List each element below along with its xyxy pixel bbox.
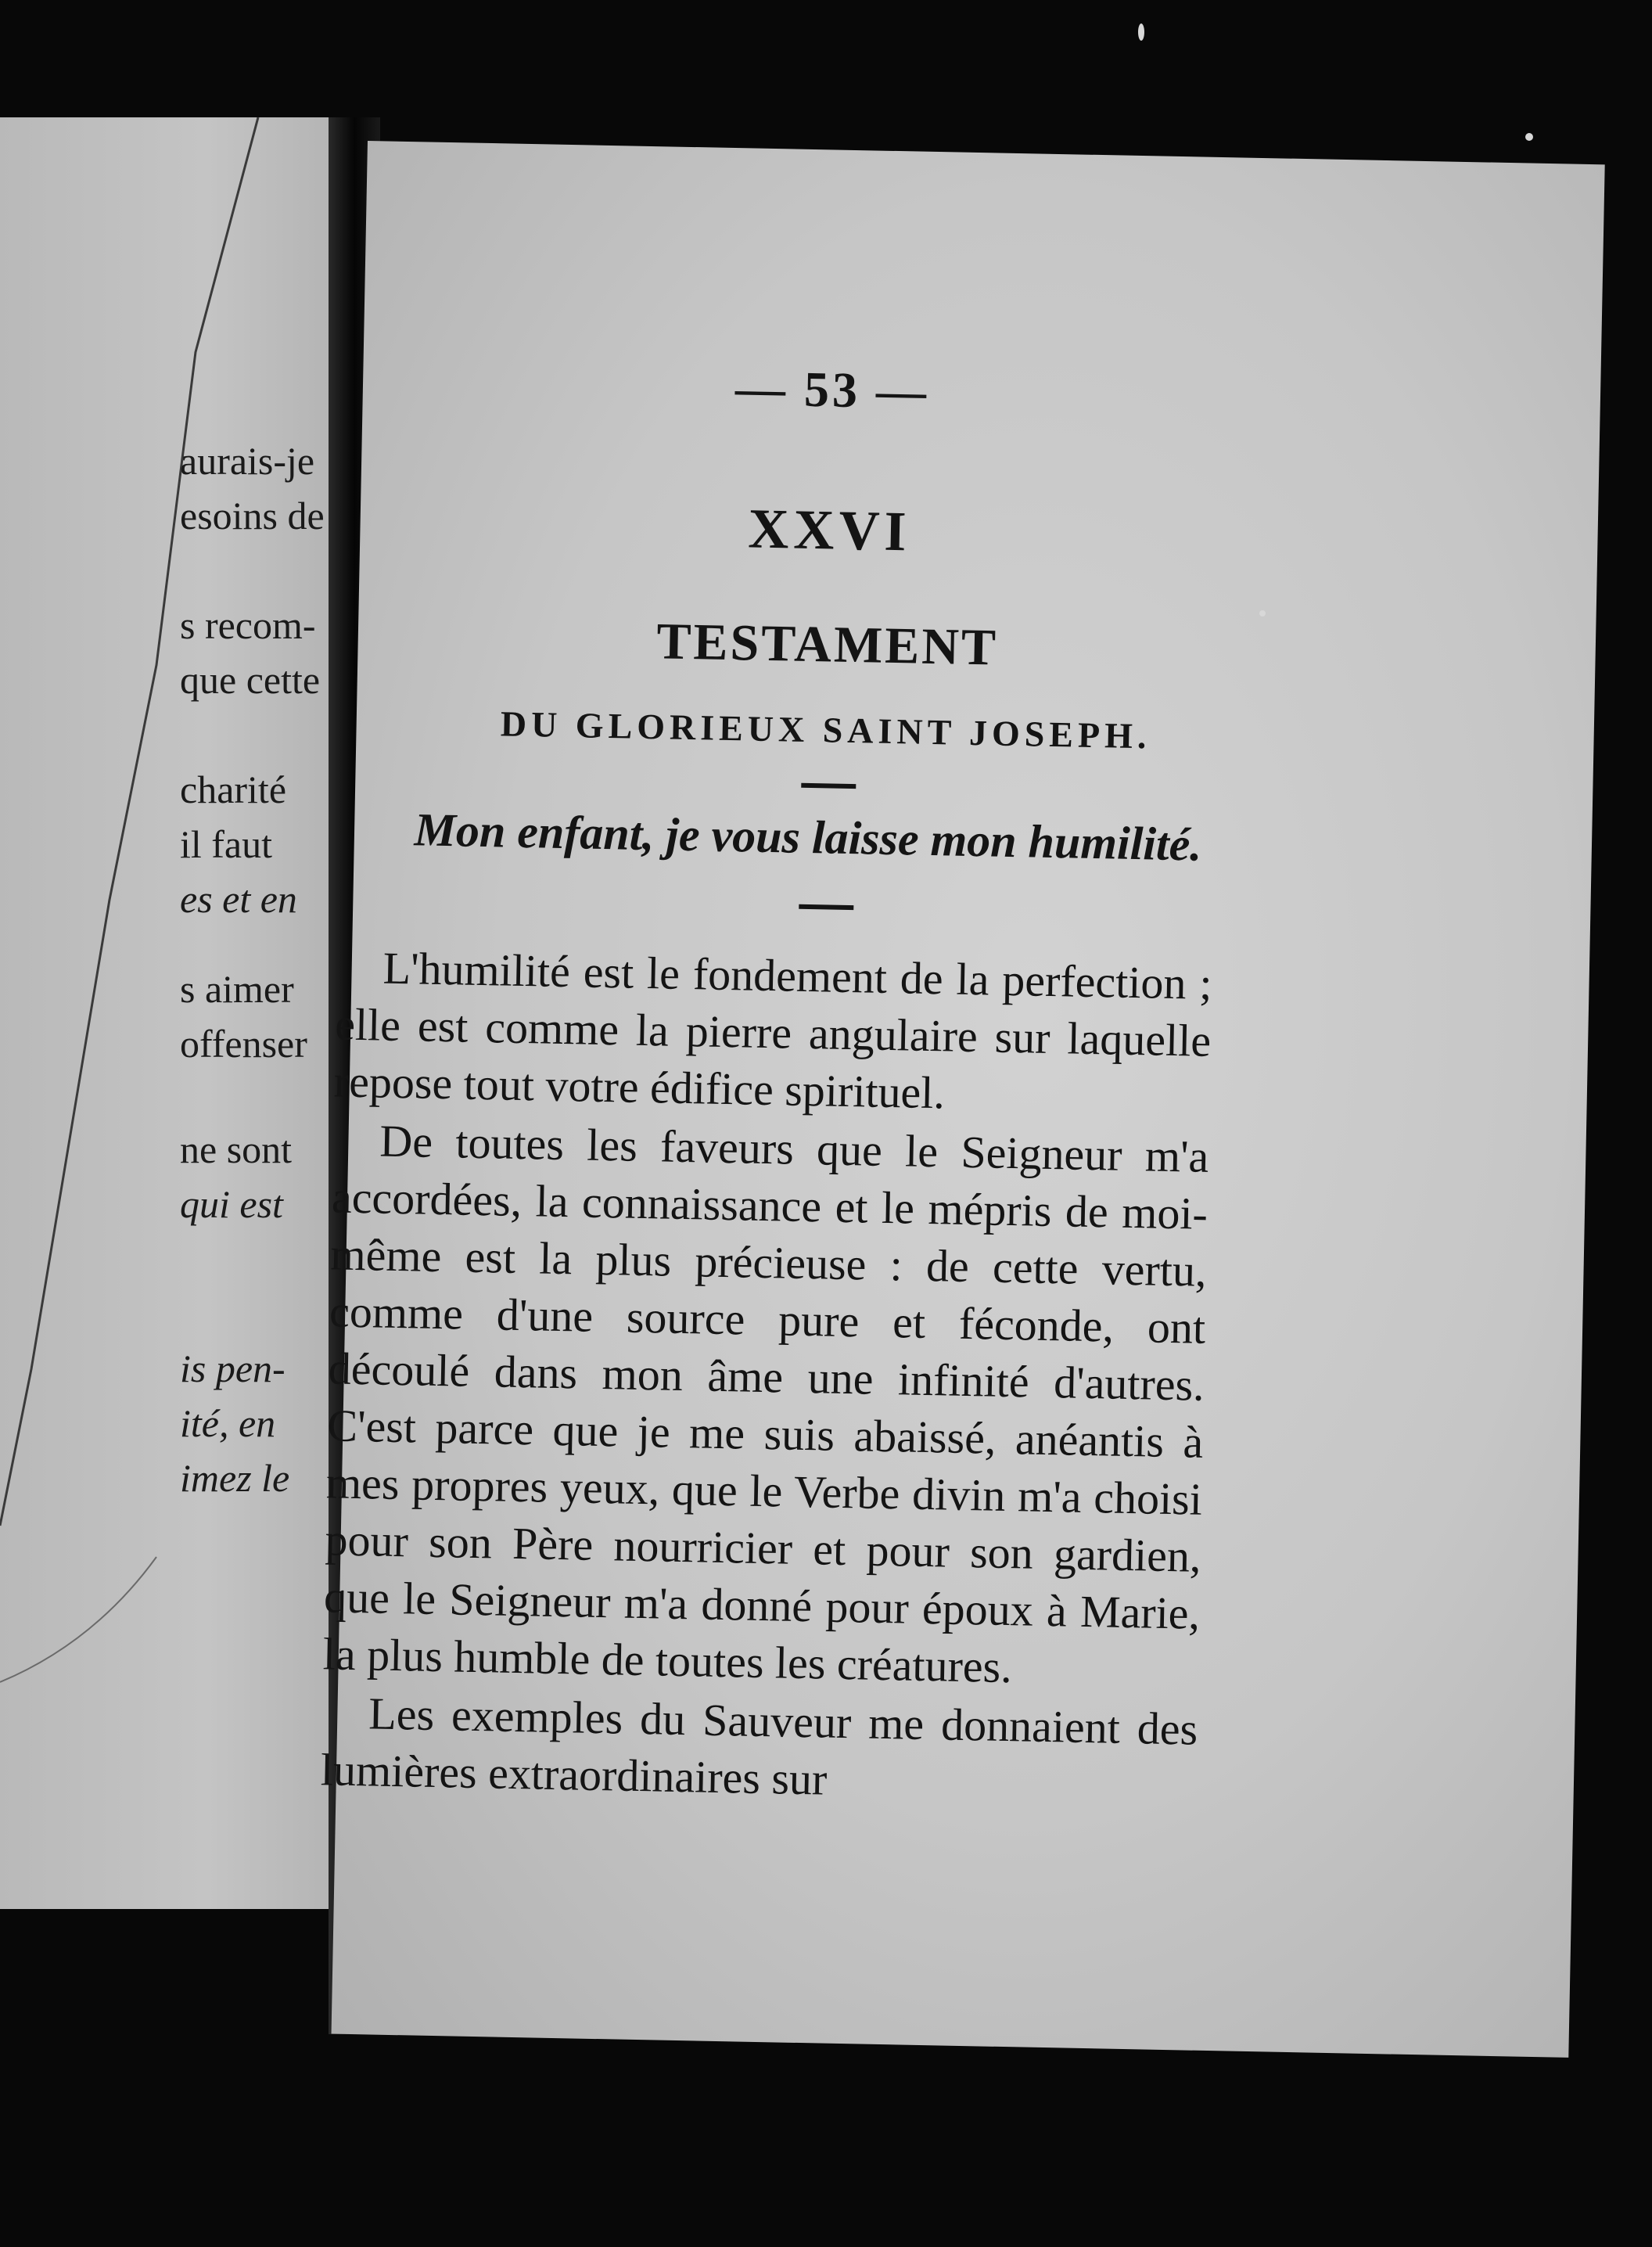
epigraph: Mon enfant, je vous laisse mon humilité. (414, 804, 1202, 871)
dust-speck (1259, 610, 1266, 617)
dust-speck (1138, 23, 1144, 41)
left-page-line: charité (180, 768, 287, 811)
book-page (320, 141, 1605, 2058)
left-page-line: ne sont (180, 1127, 293, 1171)
paragraph: Les exemples du Sauveur me donnaient des lumières extraordinaires sur (320, 1688, 1198, 1805)
page-crack-line (0, 117, 344, 1909)
left-page-line: il faut (180, 822, 273, 866)
page-number: — 53 — (734, 360, 930, 419)
paragraph: De toutes les faveurs que le Seigneur m'a accordées, la connaissance et le mépris de moi-même est la plus précieuse : de cette vertu, comme d'une source pure et féconde, ont découlé dans mon âme une infinité d'autres. C'est parce que je me suis abaissé, anéantis à mes propres yeux, que le Verbe divin m'a choisi pour son Père nourricier et pour son gardien, que le Seigneur m'a donné pour époux à Marie, la plus humble de toutes les créatures. (322, 1115, 1209, 1693)
chapter-title: TESTAMENT (655, 613, 999, 677)
left-page-line: is pen- (180, 1346, 286, 1390)
left-page-line: s aimer (180, 967, 294, 1011)
left-page-line: que cette (180, 658, 321, 702)
left-page-line: imez le (180, 1456, 290, 1500)
dust-speck (1525, 133, 1533, 141)
section-rule (801, 783, 856, 789)
chapter-subtitle: DU GLORIEUX SAINT JOSEPH. (500, 703, 1151, 757)
body-text (320, 938, 1212, 1814)
left-page-line: es et en (180, 877, 297, 921)
left-page-line: aurais-je (180, 439, 315, 483)
left-page-line: s recom- (180, 603, 316, 647)
paragraph: L'humilité est le fondement de la perfection ; elle est comme la pierre angulaire sur laquelle repose tout votre édifice spirituel. (333, 942, 1213, 1119)
left-page-line: ité, en (180, 1401, 276, 1445)
left-page-line: offenser (180, 1022, 307, 1066)
previous-page-fragment (0, 117, 344, 1909)
left-page-line: qui est (180, 1182, 283, 1226)
section-rule (799, 904, 853, 910)
left-page-line: esoins de (180, 494, 325, 537)
chapter-numeral: XXVI (747, 497, 912, 563)
